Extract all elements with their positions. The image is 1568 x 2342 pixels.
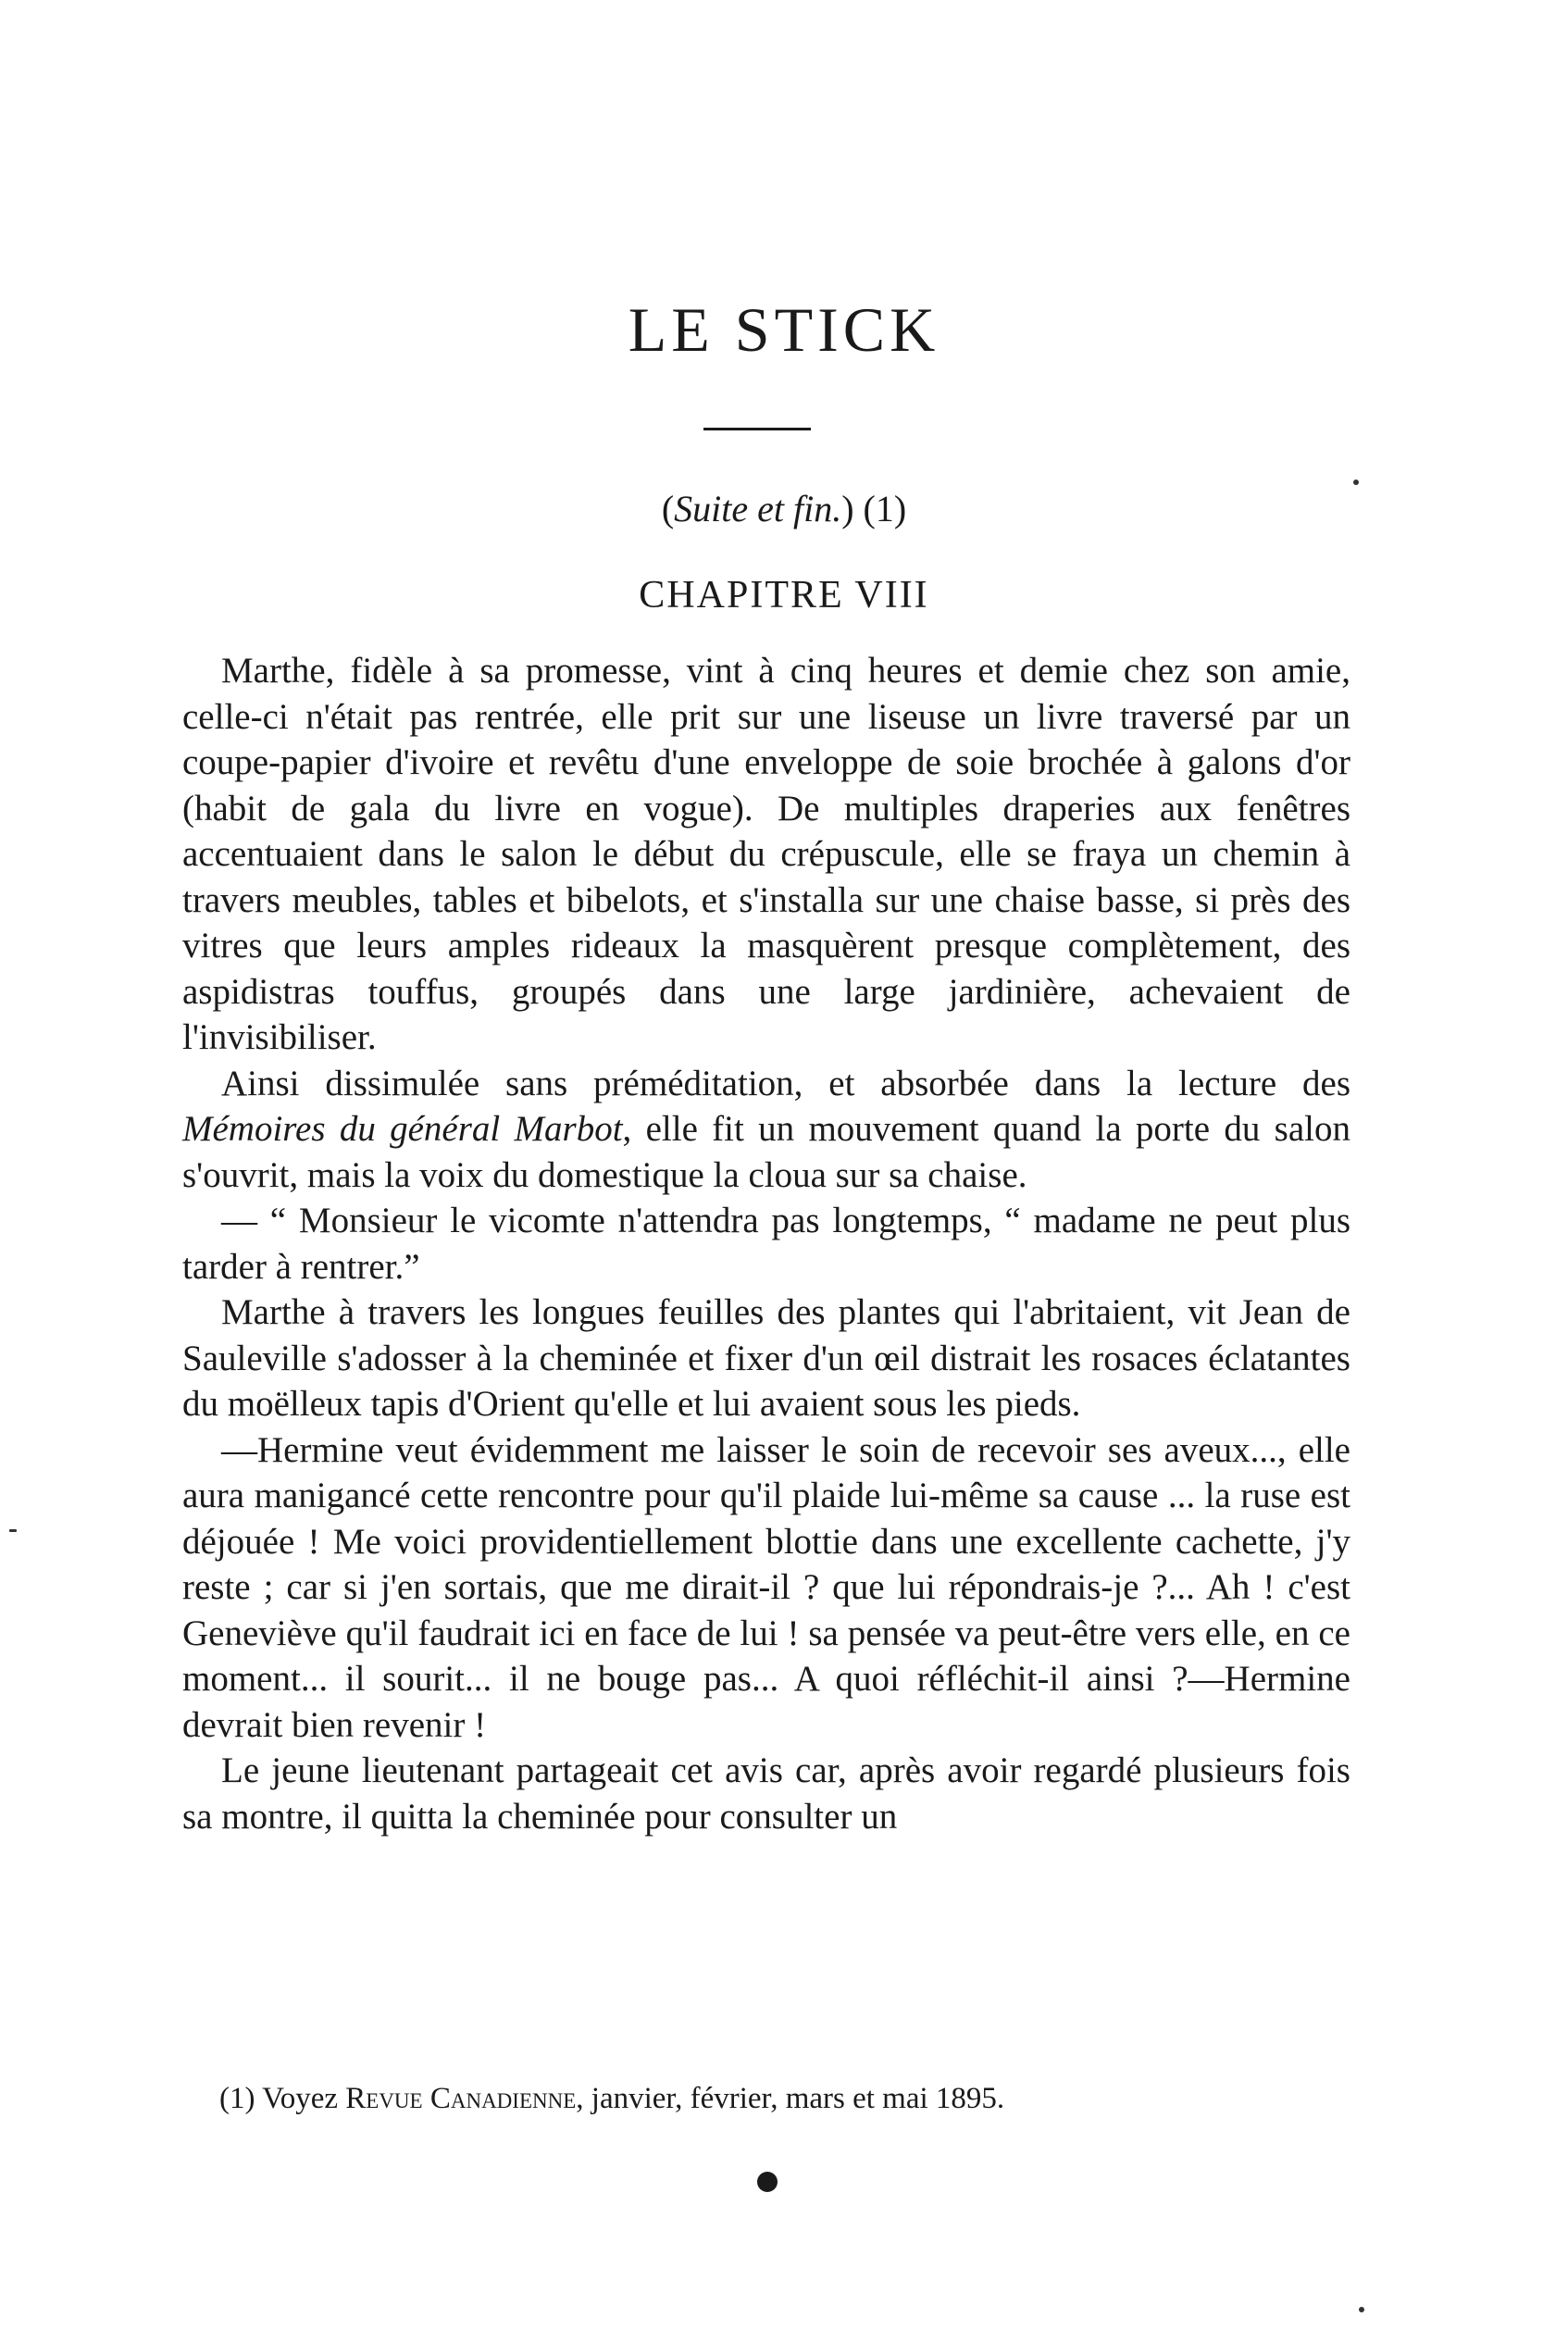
paragraph-2-end: , elle fit un mouvement quand la porte du salon s'ouvrit, mais la voix du domestique la cloua sur sa chaise. — [182, 1109, 1350, 1195]
ink-speck — [9, 1529, 17, 1532]
paragraph-4: Marthe à travers les longues feuilles des plantes qui l'abritaient, vit Jean de Sauleville s'adosser à la cheminée et fixer d'un œil distrait les rosaces éclatantes du moëlleux tapis d'Orient qu'elle et lui avaient sous les pieds. — [182, 1292, 1350, 1424]
book-title-italic: Mémoires du général Marbot — [182, 1109, 623, 1149]
page-title: LE STICK — [628, 294, 940, 365]
paragraph-2 — [182, 1061, 1350, 1199]
footnote — [219, 2081, 1330, 2118]
paragraph-2-start: Ainsi dissimulée sans préméditation, et absorbée dans la lecture des — [221, 1063, 1350, 1103]
footnote-suffix: , janvier, février, mars et mai 1895. — [576, 2082, 1005, 2115]
subtitle-italic: Suite et fin. — [674, 488, 842, 529]
paragraph-3: — “ Monsieur le vicomte n'attendra pas longtemps, “ madame ne peut plus tarder à rentrer.” — [182, 1201, 1350, 1287]
footnote-prefix: (1) Voyez — [219, 2082, 346, 2115]
subtitle: (Suite et fin.) (1) — [661, 488, 907, 529]
title-rule — [703, 428, 811, 430]
chapter-heading: CHAPITRE VIII — [639, 574, 929, 617]
body-text — [182, 648, 1350, 1839]
footnote-reference: (1) — [863, 488, 907, 529]
ink-speck — [1353, 480, 1359, 485]
paragraph-5: —Hermine veut évidemment me laisser le soin de recevoir ses aveux..., elle aura manigancé cette rencontre pour qu'il plaide lui-même sa cause ... la ruse est déjouée ! Me voici providentiellement blottie dans une excellente cachette, j'y reste ; car si j'en sortais, que me dirait-il ? que lui répondrais-je ?... Ah ! c'est Geneviève qu'il faudrait ici en face de lui ! sa pensée va peut-être vers elle, en ce moment... il sourit... il ne bouge pas... A quoi réfléchit-il ainsi ?—Hermine devrait bien revenir ! — [182, 1429, 1350, 1745]
ink-speck — [1359, 2307, 1364, 2312]
paragraph-6: Le jeune lieutenant partageait cet avis car, après avoir regardé plusieurs fois sa montre, il quitta la cheminée pour consulter un — [182, 1750, 1350, 1837]
footnote-journal: Revue Canadienne — [345, 2082, 577, 2115]
paragraph-1: Marthe, fidèle à sa promesse, vint à cinq heures et demie chez son amie, celle-ci n'était pas rentrée, elle prit sur une liseuse un livre traversé par un coupe-papier d'ivoire et revêtu d'une enveloppe de soie brochée à galons d'or (habit de gala du livre en vogue). De multiples draperies aux fenêtres accentuaient dans le salon le début du crépuscule, elle se fraya un chemin à travers meubles, tables et bibelots, et s'installa sur une chaise basse, si près des vitres que leurs amples rideaux la masquèrent presque complètement, des aspidistras touffus, groupés dans une large jardinière, achevaient de l'invisibiliser. — [182, 651, 1350, 1057]
ornament-mark — [757, 2172, 778, 2192]
